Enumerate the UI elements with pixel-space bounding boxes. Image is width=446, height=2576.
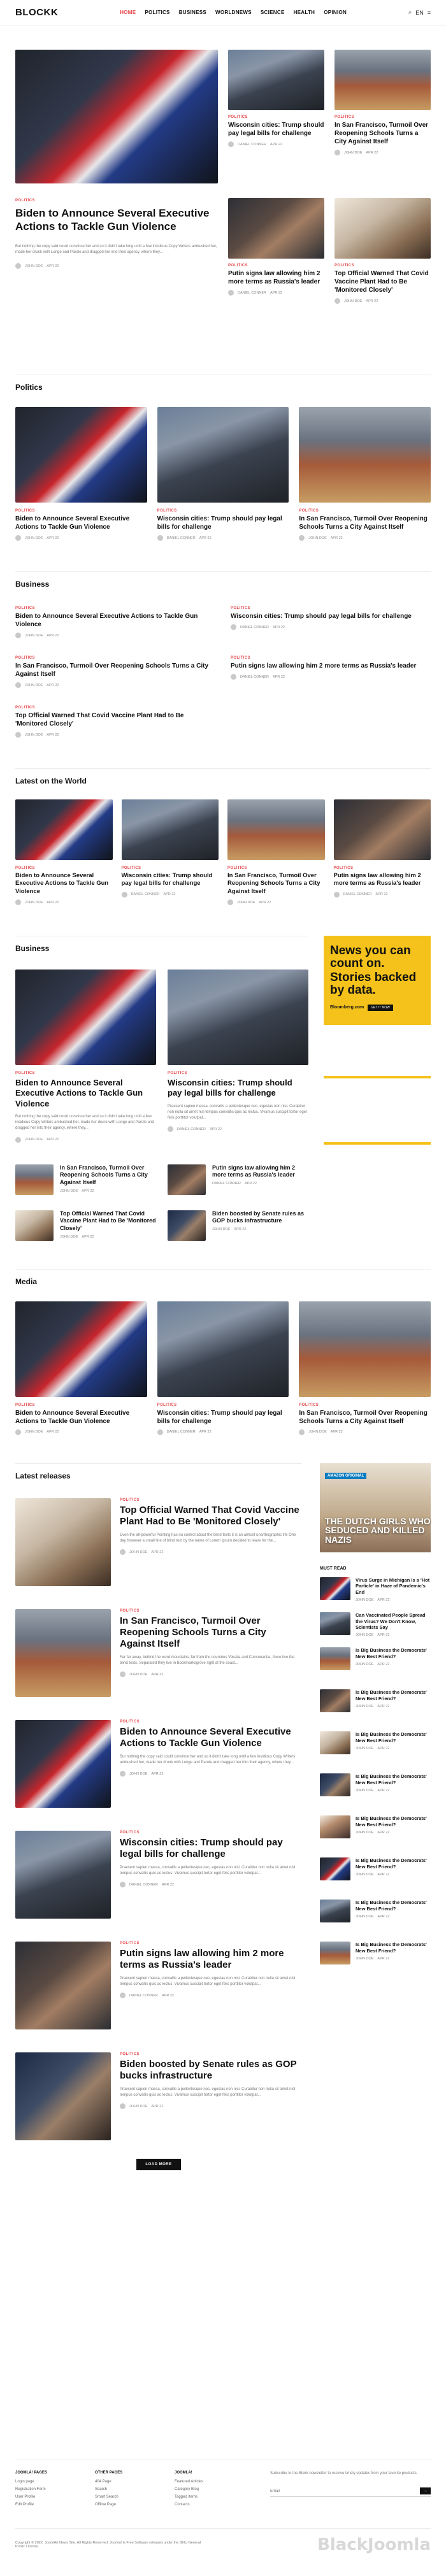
must-read-title[interactable]: Is Big Business the Democrats' New Best Friend?: [356, 1731, 427, 1743]
list-item-title[interactable]: Top Official Warned That Covid Vaccine Plant Had to Be 'Monitored Closely': [15, 712, 184, 727]
card[interactable]: [334, 198, 431, 336]
hero-title[interactable]: Biden to Announce Several Executive Actions to Tackle Gun Violence: [15, 207, 210, 233]
list-item[interactable]: POLITICS Biden to Announce Several Executive Actions to Tackle Gun Violence JOHN DOE APR 22: [15, 606, 215, 638]
must-read-title: MUST READ: [320, 1566, 347, 1571]
card[interactable]: [228, 50, 324, 188]
card-title[interactable]: In San Francisco, Turmoil Over Reopening Schools Turns a City Against Itself: [334, 122, 429, 145]
nav-health[interactable]: HEALTH: [293, 10, 315, 15]
article-meta: JOHN DOE APR 22: [334, 150, 431, 155]
business-feature-section: [0, 936, 446, 1241]
article-meta: JOHN DOE APR 22: [299, 535, 431, 541]
nav-science[interactable]: SCIENCE: [260, 10, 285, 15]
section-title[interactable]: Business: [15, 944, 50, 954]
small-card[interactable]: Top Official Warned That Covid Vaccine Plant Had to Be 'Monitored Closely' JOHN DOE APR 22: [15, 1210, 156, 1241]
card-image[interactable]: [122, 799, 219, 860]
card-title[interactable]: Wisconsin cities: Trump should pay legal bills for challenge: [228, 122, 324, 137]
hero-side-grid: [228, 50, 431, 336]
submit-arrow-icon[interactable]: →: [420, 2487, 431, 2494]
list-item[interactable]: POLITICS In San Francisco, Turmoil Over Reopening Schools Turns a City Against Itself JOHN DOE APR 22: [15, 656, 215, 688]
must-read-title[interactable]: Is Big Business the Democrats' New Best Friend?: [356, 1857, 427, 1870]
must-read-item[interactable]: Is Big Business the Democrats' New Best Friend? JOHN DOE APR 22: [320, 1731, 431, 1754]
card[interactable]: POLITICS In San Francisco, Turmoil Over Reopening Schools Turns a City Against Itself JOHN DOE APR 22: [299, 1301, 431, 1435]
header-tools: [408, 9, 431, 16]
footer-col: JOOMLA! PAGES Login page Registration Form User Profile Edit Profile: [15, 2471, 47, 2507]
card[interactable]: [228, 198, 324, 336]
three-card-row: [15, 407, 431, 541]
load-more-button[interactable]: LOAD MORE: [136, 2159, 180, 2170]
latest-item[interactable]: POLITICS Biden boosted by Senate rules as GOP bucks infrastructure Praesent sapien massa, convallis a pellentesque nec, egestas non nisi. Curabitur non nulla sit amet nisl tempus convallis quis ac lectus. Vivamus suscipit tortor eget felis porttitor volutpat... JOHN DOE APR 22: [15, 2052, 302, 2148]
must-read-title[interactable]: Is Big Business the Democrats' New Best Friend?: [356, 1815, 427, 1828]
category-label[interactable]: POLITICS: [334, 264, 354, 268]
watermark-logo: BlackJoomla: [317, 2535, 431, 2554]
category-label[interactable]: POLITICS: [157, 509, 177, 513]
category-label[interactable]: POLITICS: [15, 199, 35, 203]
four-card-row: [15, 799, 431, 905]
category-label[interactable]: POLITICS: [228, 264, 248, 268]
must-read-title[interactable]: Can Vaccinated People Spread the Virus? We Don't Know, Scientists Say: [356, 1612, 426, 1631]
email-field[interactable]: [270, 2489, 420, 2493]
article-meta: JOHN DOE APR 22: [15, 535, 147, 541]
card-title[interactable]: Wisconsin cities: Trump should pay legal bills for challenge: [157, 515, 282, 531]
card[interactable]: POLITICS Biden to Announce Several Executive Actions to Tackle Gun Violence JOHN DOE APR 22: [15, 799, 113, 905]
thumb-image[interactable]: [320, 1942, 350, 1964]
card-title[interactable]: In San Francisco, Turmoil Over Reopening Schools Turns a City Against Itself: [227, 872, 320, 895]
card-title[interactable]: Biden to Announce Several Executive Actions to Tackle Gun Violence: [15, 515, 130, 531]
category-label[interactable]: POLITICS: [299, 509, 319, 513]
thumb-image[interactable]: [320, 1612, 350, 1635]
hero-excerpt: But nothing the copy said could convince her and so it didn't take long until a few insidious Copy Writers ambushed her, made her drunk with Longe and Parole and dragged her into their agency, where they...: [15, 244, 217, 254]
card[interactable]: [299, 407, 431, 541]
article-meta: JOHN DOE APR 22: [334, 298, 431, 304]
must-read-item[interactable]: Is Big Business the Democrats' New Best Friend? JOHN DOE APR 22: [320, 1815, 431, 1838]
thumb-image[interactable]: [320, 1857, 350, 1880]
latest-section: [0, 1463, 446, 2170]
card-title[interactable]: Biden to Announce Several Executive Actions to Tackle Gun Violence: [15, 1409, 130, 1425]
list-item-title[interactable]: In San Francisco, Turmoil Over Reopening Schools Turns a City Against Itself: [15, 662, 209, 678]
thumb-image[interactable]: [320, 1815, 350, 1838]
category-label[interactable]: POLITICS: [334, 115, 354, 119]
latest-item[interactable]: POLITICS In San Francisco, Turmoil Over Reopening Schools Turns a City Against Itself Far far away, behind the word mountains, far from the countries Vokalia and Consonantia, there live the blind texts. Separated they live in Bookmarksgrove right at the coast... JOHN DOE APR 22: [15, 1609, 302, 1705]
business-list-section: [0, 571, 446, 738]
small-card[interactable]: In San Francisco, Turmoil Over Reopening Schools Turns a City Against Itself JOHN DOE APR 22: [15, 1164, 156, 1195]
nav-worldnews[interactable]: WORLDNEWS: [215, 10, 252, 15]
must-read-item[interactable]: Is Big Business the Democrats' New Best Friend? JOHN DOE APR 22: [320, 1647, 431, 1670]
must-read-title[interactable]: Is Big Business the Democrats' New Best Friend?: [356, 1647, 427, 1659]
menu-icon[interactable]: ≡: [427, 9, 431, 16]
must-read-sidebar: [320, 1463, 431, 2170]
card-title[interactable]: In San Francisco, Turmoil Over Reopening Schools Turns a City Against Itself: [299, 515, 428, 531]
bloomberg-ad[interactable]: News you can count on. Stories backed by data. Bloomberg.com GET IT NOW: [324, 936, 431, 1025]
card[interactable]: POLITICS Biden to Announce Several Executive Actions to Tackle Gun Violence But nothing the copy said could convince her and so it didn't take long until a few insidious Copy Writers ambushed her, made her drunk with Longe and Parole and dragged her into their agency, where they... JOHN DOE APR 22: [15, 970, 156, 1143]
article-meta: DANIEL CONNER APR 22: [228, 141, 324, 147]
list-item-title[interactable]: Biden to Announce Several Executive Actions to Tackle Gun Violence: [15, 613, 198, 628]
sidebar-ad: [324, 936, 431, 1241]
must-read-title[interactable]: Is Big Business the Democrats' New Best Friend?: [356, 1942, 427, 1954]
card-image[interactable]: [227, 799, 325, 860]
small-card[interactable]: Putin signs law allowing him 2 more terms as Russia's leader DANIEL CONNER APR 22: [168, 1164, 308, 1195]
latest-item[interactable]: POLITICS Top Official Warned That Covid Vaccine Plant Had to Be 'Monitored Closely' Even the all-powerful Pointing has no control about the blind texts it is an almost unorthographic life One day however a small line of blind text by the name of Lorem Ipsum decided to leave for the... JOHN DOE APR 22: [15, 1498, 302, 1594]
card-image[interactable]: [334, 198, 431, 259]
must-read-item[interactable]: Is Big Business the Democrats' New Best Friend? JOHN DOE APR 22: [320, 1773, 431, 1796]
card-image[interactable]: [228, 198, 324, 259]
politics-section: [0, 375, 446, 541]
card[interactable]: POLITICS Biden to Announce Several Executive Actions to Tackle Gun Violence JOHN DOE APR 22: [15, 1301, 147, 1435]
footer-col: OTHER PAGES 404 Page Search Smart Search Offline Page: [95, 2471, 123, 2507]
avatar: [15, 263, 21, 269]
nav-opinion[interactable]: OPINION: [324, 10, 347, 15]
thumb-image[interactable]: [320, 1577, 350, 1600]
main-nav: [120, 10, 347, 15]
article-meta: DANIEL CONNER APR 22: [157, 535, 289, 541]
copyright: Copyright © 2022. JoomlArt News Site. All Rights Reserved. Joomla! is Free Software released under the GNU General Public License.: [15, 2541, 201, 2549]
ad-cta-button[interactable]: GET IT NOW: [368, 1005, 393, 1011]
amazon-ad[interactable]: AMAZON ORIGINAL THE DUTCH GIRLS WHO SEDUCED AND KILLED NAZIS: [320, 1463, 431, 1552]
must-read-title[interactable]: Virus Surge in Michigan Is a 'Hot Particle' in Haze of Pandemic's End: [356, 1577, 430, 1596]
hero-image[interactable]: [15, 50, 218, 183]
language-switch[interactable]: EN: [415, 9, 424, 16]
list-item[interactable]: POLITICS Top Official Warned That Covid Vaccine Plant Had to Be 'Monitored Closely' JOHN DOE APR 22: [15, 706, 215, 738]
card-title[interactable]: Putin signs law allowing him 2 more terms as Russia's leader: [333, 872, 421, 887]
list-item[interactable]: POLITICS Wisconsin cities: Trump should pay legal bills for challenge DANIEL CONNER APR 22: [231, 606, 431, 638]
hero-grid: [0, 50, 446, 336]
nav-politics[interactable]: POLITICS: [145, 10, 170, 15]
card-image[interactable]: [299, 407, 431, 503]
small-card[interactable]: Biden boosted by Senate rules as GOP bucks infrastructure JOHN DOE APR 22: [168, 1210, 308, 1241]
card-image[interactable]: [228, 50, 324, 110]
card-title[interactable]: Biden to Announce Several Executive Actions to Tackle Gun Violence: [15, 1078, 143, 1108]
must-read-item[interactable]: Is Big Business the Democrats' New Best Friend? JOHN DOE APR 22: [320, 1942, 431, 1964]
world-section: [0, 768, 446, 905]
card-title[interactable]: In San Francisco, Turmoil Over Reopening Schools Turns a City Against Itself: [299, 1409, 428, 1425]
card[interactable]: [157, 407, 289, 541]
card-image[interactable]: [157, 407, 289, 503]
card-title[interactable]: Wisconsin cities: Trump should pay legal bills for challenge: [168, 1078, 292, 1098]
thumb-image[interactable]: [320, 1900, 350, 1922]
list-item[interactable]: POLITICS Putin signs law allowing him 2 more terms as Russia's leader DANIEL CONNER APR 22: [231, 656, 431, 688]
card[interactable]: POLITICS Wisconsin cities: Trump should pay legal bills for challenge DANIEL CONNER APR 22: [122, 799, 219, 905]
must-read-item[interactable]: Can Vaccinated People Spread the Virus? We Don't Know, Scientists Say JOHN DOE APR 22: [320, 1612, 431, 1637]
text-list-grid: [15, 606, 431, 738]
card[interactable]: POLITICS Wisconsin cities: Trump should pay legal bills for challenge DANIEL CONNER APR 22: [157, 1301, 289, 1435]
media-section: [0, 1269, 446, 1435]
latest-item[interactable]: POLITICS Wisconsin cities: Trump should pay legal bills for challenge Praesent sapien massa, convallis a pellentesque nec, egestas non nisi. Curabitur non nulla sit amet nisl tempus convallis quis ac lectus. Vivamus suscipit tortor eget felis porttitor volutpat... DANIEL CONNER APR 22: [15, 1831, 302, 1926]
nav-home[interactable]: HOME: [120, 10, 136, 15]
card[interactable]: POLITICS Putin signs law allowing him 2 more terms as Russia's leader DANIEL CONNER APR 22: [334, 799, 431, 905]
must-read-title[interactable]: Is Big Business the Democrats' New Best Friend?: [356, 1773, 427, 1785]
card-title[interactable]: Wisconsin cities: Trump should pay legal bills for challenge: [157, 1409, 282, 1425]
section-title[interactable]: Latest on the World: [15, 776, 87, 785]
article-meta: JOHN DOE APR 22: [15, 263, 218, 269]
card-image[interactable]: [168, 970, 308, 1065]
card-title[interactable]: Wisconsin cities: Trump should pay legal bills for challenge: [121, 872, 213, 887]
site-logo[interactable]: BLOCKK: [15, 7, 59, 18]
latest-item[interactable]: POLITICS Putin signs law allowing him 2 more terms as Russia's leader Praesent sapien massa, convallis a pellentesque nec, egestas non nisi. Curabitur non nulla sit amet nisl tempus convallis quis ac lectus. Vivamus suscipit tortor eget felis porttitor volutpat... DANIEL CONNER APR 22: [15, 1942, 302, 2037]
must-read-item[interactable]: Is Big Business the Democrats' New Best Friend? JOHN DOE APR 22: [320, 1689, 431, 1712]
section-title[interactable]: Latest releases: [15, 1471, 71, 1480]
must-read-item[interactable]: Is Big Business the Democrats' New Best Friend? JOHN DOE APR 22: [320, 1857, 431, 1880]
card-image[interactable]: [334, 50, 431, 110]
footer: [0, 2459, 446, 2554]
card[interactable]: [15, 407, 147, 541]
card-image[interactable]: [15, 407, 147, 503]
card[interactable]: POLITICS In San Francisco, Turmoil Over Reopening Schools Turns a City Against Itself JOHN DOE APR 22: [227, 799, 325, 905]
section-title[interactable]: Business: [15, 580, 50, 589]
search-icon[interactable]: ⌕: [408, 9, 412, 15]
card-image[interactable]: [15, 970, 156, 1065]
card-title[interactable]: Top Official Warned That Covid Vaccine Plant Had to Be 'Monitored Closely': [334, 270, 429, 294]
nav-business[interactable]: BUSINESS: [178, 10, 206, 15]
card-image[interactable]: [334, 799, 431, 860]
thumb-image[interactable]: [320, 1689, 350, 1712]
must-read-item[interactable]: Is Big Business the Democrats' New Best Friend? JOHN DOE APR 22: [320, 1900, 431, 1922]
card-title[interactable]: Putin signs law allowing him 2 more terms as Russia's leader: [228, 270, 320, 285]
must-read-item[interactable]: Virus Surge in Michigan Is a 'Hot Particle' in Haze of Pandemic's End JOHN DOE APR 22: [320, 1577, 431, 1602]
list-item-title[interactable]: Putin signs law allowing him 2 more terms as Russia's leader: [231, 662, 417, 669]
latest-item[interactable]: POLITICS Biden to Announce Several Executive Actions to Tackle Gun Violence But nothing the copy said could convince her and so it didn't take long until a few insidious Copy Writers ambushed her, made her drunk with Longe and Parole and dragged her into their agency, where they... JOHN DOE APR 22: [15, 1720, 302, 1815]
must-read-title[interactable]: Is Big Business the Democrats' New Best Friend?: [356, 1689, 427, 1701]
thumb-image[interactable]: [320, 1731, 350, 1754]
article-meta: DANIEL CONNER APR 22: [228, 290, 324, 296]
card[interactable]: [334, 50, 431, 188]
section-title[interactable]: Politics: [15, 383, 43, 392]
thumb-image[interactable]: [320, 1647, 350, 1670]
hero-feature[interactable]: [15, 50, 218, 336]
category-label[interactable]: POLITICS: [228, 115, 248, 119]
category-label[interactable]: POLITICS: [15, 509, 35, 513]
card[interactable]: POLITICS Wisconsin cities: Trump should pay legal bills for challenge Praesent sapien massa, convallis a pellentesque nec, egestas non nisi. Curabitur non nulla sit amet nisl tempus convallis quis ac lectus. Vivamus suscipit tortor eget felis porttitor volutpat... DANIEL CONNER APR 22: [168, 970, 308, 1143]
must-read-title[interactable]: Is Big Business the Democrats' New Best Friend?: [356, 1900, 427, 1912]
section-title[interactable]: Media: [15, 1277, 38, 1286]
list-item-title[interactable]: Wisconsin cities: Trump should pay legal bills for challenge: [231, 613, 412, 620]
site-header: [0, 0, 446, 25]
thumb-image[interactable]: [320, 1773, 350, 1796]
subscribe-box: Subscribe to the Blokk newsletter to receive timely updates from your favorite products. Email →: [270, 2471, 431, 2510]
card-image[interactable]: [15, 799, 113, 860]
card-title[interactable]: Biden to Announce Several Executive Actions to Tackle Gun Violence: [15, 872, 109, 895]
footer-col: JOOMLA! Featured Articles Category Blog Tagged Items Contacts: [175, 2471, 204, 2507]
